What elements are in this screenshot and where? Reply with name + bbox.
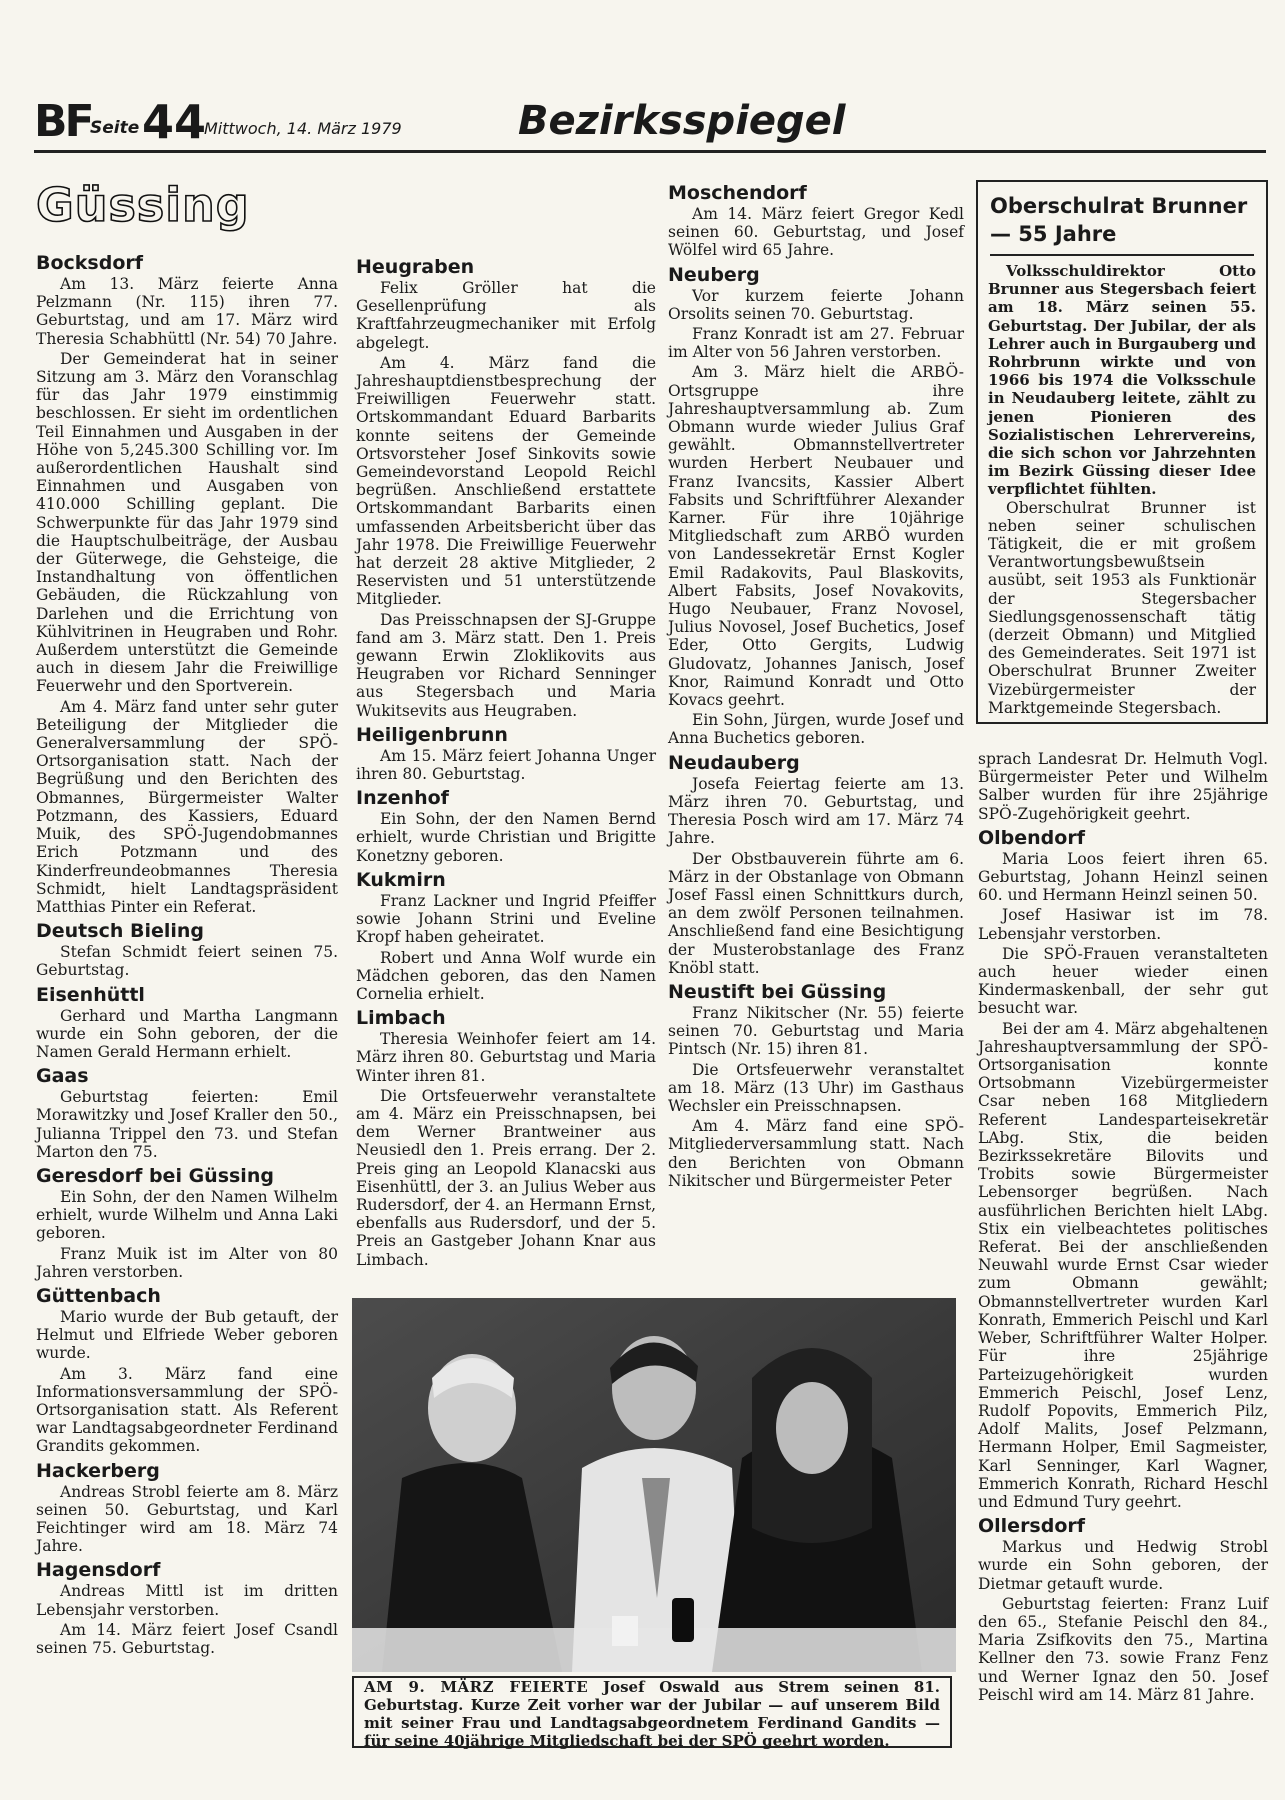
place-heading: Olbendorf [978, 826, 1085, 849]
place-heading: Neustift bei Güssing [668, 980, 887, 1003]
news-paragraph: Die Ortsfeuerwehr veranstaltet am 18. März (13 Uhr) im Gasthaus Wechsler ein Preisschnapsen. [668, 1060, 964, 1115]
place-heading: Güttenbach [36, 1284, 161, 1307]
news-paragraph: Franz Lackner und Ingrid Pfeiffer sowie Johann Strini und Eveline Kropf haben geheiratet. [356, 891, 656, 947]
birthday-box-title: Oberschulrat Brunner — 55 Jahre [990, 192, 1254, 256]
photo-caption-text: Josef Oswald aus Strem seinen 81. Geburtstag. Kurze Zeit vorher war der Jubilar — auf unserem Bild mit seiner Frau und Landtagsabgeordnetem Ferdinand Gandits — für seine 40jährige Mitgliedschaft bei der SPÖ geehrt worden. [364, 1678, 940, 1750]
news-paragraph: Ein Sohn, der den Namen Wilhelm erhielt, wurde Wilhelm und Anna Laki geboren. [36, 1187, 338, 1243]
photo-caption-lead: AM 9. MÄRZ FEIERTE [364, 1678, 589, 1696]
news-paragraph: Franz Konradt ist am 27. Februar im Alter von 56 Jahren verstorben. [668, 325, 964, 362]
news-paragraph: Andreas Mittl ist im dritten Lebensjahr verstorben. [36, 1582, 338, 1619]
news-paragraph: Felix Gröller hat die Gesellenprüfung als Kraftfahrzeugmechaniker mit Erfolg abgelegt. [356, 279, 656, 352]
birthday-box-lead: Volksschuldirektor Otto Brunner aus Stegersbach feiert am 18. März seinen 55. Geburtstag. Der Jubilar, der als Lehrer auch in Burgauberg und Rohrbrunn wirkte und von 1966 bis 1974 die Volksschule in Neudauberg leitete, zählt zu jenen Pionieren des Sozialistischen Lehrervereins, die sich schon vor Jahrzehnten im Bezirk Güssing dieser Idee verpflichtet fühlten. [988, 262, 1256, 499]
masthead-rule [34, 150, 1266, 153]
page-label: Seite [90, 118, 140, 138]
news-paragraph: Bei der am 4. März abgehaltenen Jahreshauptversammlung der SPÖ-Ortsorganisation konnte Ortsobmann Vizebürgermeister Csar neben 168 Mitgliedern Referent Landesparteisekretär LAbg. Stix, die beiden Bezirkssekretäre Bilovits und Trobits sowie Bürgermeister Lebensorger begrüßen. Nach ausführlichen Berichten hielt LAbg. Stix ein vielbeachtetes politisches Referat. Bei der anschließenden Neuwahl wurde Ernst Csar wieder zum Obmann gewählt; Obmannstellvertreter wurden Karl Konrath, Emmerich Peischl und Karl Weber, Schriftführer Walter Holper. Für ihre 25jährige Parteizugehörigkeit wurden Emmerich Peischl, Josef Lenz, Rudolf Popovits, Emmerich Pilz, Adolf Malits, Josef Pelzmann, Hermann Holper, Emil Sagmeister, Karl Senninger, Karl Wagner, Emmerich Konrath, Richard Heschl und Edmund Tury geehrt. [978, 1019, 1268, 1511]
news-paragraph: Am 15. März feiert Johanna Unger ihren 80. Geburtstag. [356, 746, 656, 784]
news-paragraph: Gerhard und Martha Langmann wurde ein Sohn geboren, der die Namen Gerald Hermann erhielt. [36, 1006, 338, 1061]
news-paragraph: Ein Sohn, Jürgen, wurde Josef und Anna Buchetics geboren. [668, 711, 964, 748]
column-2 [356, 252, 656, 1271]
news-paragraph: Die Ortsfeuerwehr veranstaltete am 4. März ein Preisschnapsen, bei dem Werner Brantweiner aus Neusiedl den 1. Preis errang. Der 2. Preis ging an Leopold Klanacski aus Eisenhüttl, der 3. an Julius Weber aus Rudersdorf, der 4. an Hermann Ernst, ebenfalls aus Rudersdorf, und der 5. Preis an Gastgeber Johann Knar aus Limbach. [356, 1086, 656, 1269]
column-3 [668, 178, 964, 1192]
news-paragraph: Andreas Strobl feierte am 8. März seinen 50. Geburtstag, und Karl Feichtinger wird am 18. März 74 Jahre. [36, 1482, 338, 1556]
birthday-box-body: Oberschulrat Brunner ist neben seiner schulischen Tätigkeit, die er mit großem Verantwortungsbewußtsein ausübt, seit 1953 als Funktionär der Stegersbacher Siedlungsgenossenschaft tätig (derzeit Obmann) und Mitglied des Gemeinderates. Seit 1971 ist Oberschulrat Brunner Zweiter Vizebürgermeister der Marktgemeinde Stegersbach. [988, 498, 1256, 717]
place-heading: Heugraben [356, 256, 475, 278]
masthead [34, 94, 1264, 150]
place-heading: Bocksdorf [36, 252, 144, 274]
place-heading: Geresdorf bei Güssing [36, 1164, 274, 1187]
place-heading: Neuberg [668, 263, 760, 286]
page-number: 44 [142, 95, 207, 149]
photo-caption [352, 1676, 952, 1748]
place-heading: Hagensdorf [36, 1559, 161, 1582]
column-4 [978, 750, 1268, 1706]
news-paragraph: Robert und Anna Wolf wurde ein Mädchen geboren, das den Namen Cornelia erhielt. [356, 948, 656, 1003]
column-1 [36, 248, 338, 1659]
paper-logo: BF [34, 96, 92, 147]
place-heading: Hackerberg [36, 1459, 160, 1482]
news-paragraph: Am 14. März feiert Josef Csandl seinen 75. Geburtstag. [36, 1620, 338, 1657]
photo-image [352, 1298, 956, 1672]
news-paragraph: Ein Sohn, der den Namen Bernd erhielt, wurde Christian und Brigitte Konetzny geboren. [356, 810, 656, 865]
news-paragraph: Stefan Schmidt feiert seinen 75. Geburtstag. [36, 943, 338, 980]
issue-date: Mittwoch, 14. März 1979 [204, 119, 402, 138]
news-paragraph: Maria Loos feiert ihren 65. Geburtstag, Johann Heinzl seinen 60. und Hermann Heinzl seinen 50. [978, 849, 1268, 905]
news-paragraph: Am 13. März feierte Anna Pelzmann (Nr. 115) ihren 77. Geburtstag, und am 17. März wird Theresia Schabhüttl (Nr. 54) 70 Jahre. [36, 275, 338, 348]
news-paragraph: Geburtstag feierten: Emil Morawitzky und Josef Kraller den 50., Julianna Trippel den 73. und Stefan Marton den 75. [36, 1088, 338, 1161]
news-paragraph: Josefa Feiertag feierte am 13. März ihren 70. Geburtstag, und Theresia Posch wird am 17. März 74 Jahre. [668, 774, 964, 848]
news-paragraph: Die SPÖ-Frauen veranstalteten auch heuer wieder einen Kindermaskenball, der sehr gut besucht war. [978, 944, 1268, 1018]
news-paragraph: Franz Nikitscher (Nr. 55) feierte seinen 70. Geburtstag und Maria Pintsch (Nr. 15) ihren 81. [668, 1003, 964, 1059]
place-heading: Moschendorf [668, 182, 807, 204]
news-paragraph: Der Gemeinderat hat in seiner Sitzung am 3. März den Voranschlag für das Jahr 1979 einstimmig beschlossen. Er sieht im ordentlichen Teil Einnahmen und Ausgaben in der Höhe von 5,245.300 Schilling vor. Im außerordentlichen Haushalt sind Einnahmen und Ausgaben von 410.000 Schilling geplant. Die Schwerpunkte für das Jahr 1979 sind die Hauptschulbeiträge, der Ausbau der Güterwege, die Gehsteige, die Instandhaltung von öffentlichen Gebäuden, die Rückzahlung von Darlehen und die Errichtung von Kühlvitrinen in Heugraben und Rohr. Außerdem unterstützt die Gemeinde auch in diesem Jahr die Freiwillige Feuerwehr und den Sportverein. [36, 349, 338, 696]
place-heading: Deutsch Bieling [36, 920, 205, 943]
news-paragraph: Am 4. März fand die Jahreshauptdienstbesprechung der Freiwilligen Feuerwehr statt. Ortskommandant Eduard Barbarits konnte seitens der Gemeinde Ortsvorsteher Josef Sinkovits sowie Gemeindevorstand Leopold Reichl begrüßen. Anschließend erstattete Ortskommandant Barbarits einen umfassenden Arbeitsbericht über das Jahr 1978. Die Freiwillige Feuerwehr hat derzeit 28 aktive Mitglieder, 2 Reservisten und 51 unterstützende Mitglieder. [356, 353, 656, 609]
news-paragraph: Josef Hasiwar ist im 78. Lebensjahr verstorben. [978, 906, 1268, 943]
news-paragraph: Am 3. März fand eine Informationsversammlung der SPÖ-Ortsorganisation statt. Als Referent war Landtagsabgeordneter Ferdinand Grandits gekommen. [36, 1364, 338, 1456]
place-heading: Kukmirn [356, 868, 446, 891]
news-paragraph: Am 3. März hielt die ARBÖ-Ortsgruppe ihre Jahreshauptversammlung ab. Zum Obmann wurde wieder Julius Graf gewählt. Obmannstellvertreter wurden Herbert Neubauer und Franz Ivancsits, Kassier Albert Fabsits und Schriftführer Alexander Karner. Für ihre 10jährige Mitgliedschaft zum ARBÖ wurden von Landessekretär Ernst Kogler Emil Radakovits, Paul Blaskovits, Albert Fabsits, Josef Novakovits, Hugo Neubauer, Franz Novosel, Julius Novosel, Josef Buchetics, Josef Eder, Otto Gergits, Ludwig Gludovatz, Johannes Janisch, Josef Knor, Raimund Konradt und Otto Kovacs geehrt. [668, 363, 964, 710]
place-heading: Neudauberg [668, 751, 800, 774]
birthday-box [976, 180, 1268, 724]
column-4-sections [978, 827, 1268, 1704]
place-heading: Gaas [36, 1065, 89, 1088]
place-heading: Inzenhof [356, 787, 449, 810]
region-logo: Güssing [36, 178, 250, 232]
news-paragraph: Franz Muik ist im Alter von 80 Jahren verstorben. [36, 1244, 338, 1281]
news-paragraph: Geburtstag feierten: Franz Luif den 65., Stefanie Peischl den 84., Maria Zsifkovits den 75., Martina Kellner den 73. sowie Franz Fenz und Werner Ignaz den 50. Josef Peischl wird am 14. März 81 Jahre. [978, 1594, 1268, 1704]
place-heading: Limbach [356, 1007, 446, 1030]
news-paragraph: Am 4. März fand eine SPÖ-Mitgliederversammlung statt. Nach den Berichten von Obmann Nikitscher und Bürgermeister Peter [668, 1117, 964, 1190]
place-heading: Eisenhüttl [36, 983, 145, 1006]
news-paragraph: Am 14. März feiert Gregor Kedl seinen 60. Geburtstag, und Josef Wölfel wird 65 Jahre. [668, 205, 964, 260]
news-paragraph: Markus und Hedwig Strobl wurde ein Sohn geboren, der Dietmar getauft wurde. [978, 1538, 1268, 1593]
place-heading: Ollersdorf [978, 1515, 1086, 1538]
news-paragraph: Mario wurde der Bub getauft, der Helmut und Elfriede Weber geboren wurde. [36, 1307, 338, 1363]
news-paragraph: Vor kurzem feierte Johann Orsolits seinen 70. Geburtstag. [668, 286, 964, 323]
news-photo [352, 1298, 956, 1672]
section-title: Bezirksspiegel [518, 98, 846, 144]
news-paragraph: Am 4. März fand unter sehr guter Beteiligung der Mitglieder die Generalversammlung der SPÖ-Ortsorganisation statt. Nach der Begrüßung und den Berichten des Obmannes, Bürgermeister Walter Potzmann, des Kassiers, Eduard Muik, des SPÖ-Jugendobmannes Erich Potzmann und des Kinderfreundeobmannes Theresia Schmidt, hielt Landtagspräsident Matthias Pinter ein Referat. [36, 697, 338, 916]
news-paragraph: Der Obstbauverein führte am 6. März in der Obstanlage von Obmann Josef Fassl einen Schnittkurs durch, an dem zwölf Personen teilnahmen. Anschließend fand eine Besichtigung der Musterobstanlage des Franz Knöbl statt. [668, 849, 964, 977]
news-paragraph: Das Preisschnapsen der SJ-Gruppe fand am 3. März statt. Den 1. Preis gewann Erwin Zloklikovits aus Heugraben vor Richard Senninger aus Stegersbach und Maria Wukitsevits aus Heugraben. [356, 610, 656, 720]
continuation-text: sprach Landesrat Dr. Helmuth Vogl. Bürgermeister Peter und Wilhelm Salber wurden für ihre 25jährige SPÖ-Zugehörigkeit geehrt. [978, 750, 1268, 823]
place-heading: Heiligenbrunn [356, 723, 508, 746]
news-paragraph: Theresia Weinhofer feiert am 14. März ihren 80. Geburtstag und Maria Winter ihren 81. [356, 1030, 656, 1085]
